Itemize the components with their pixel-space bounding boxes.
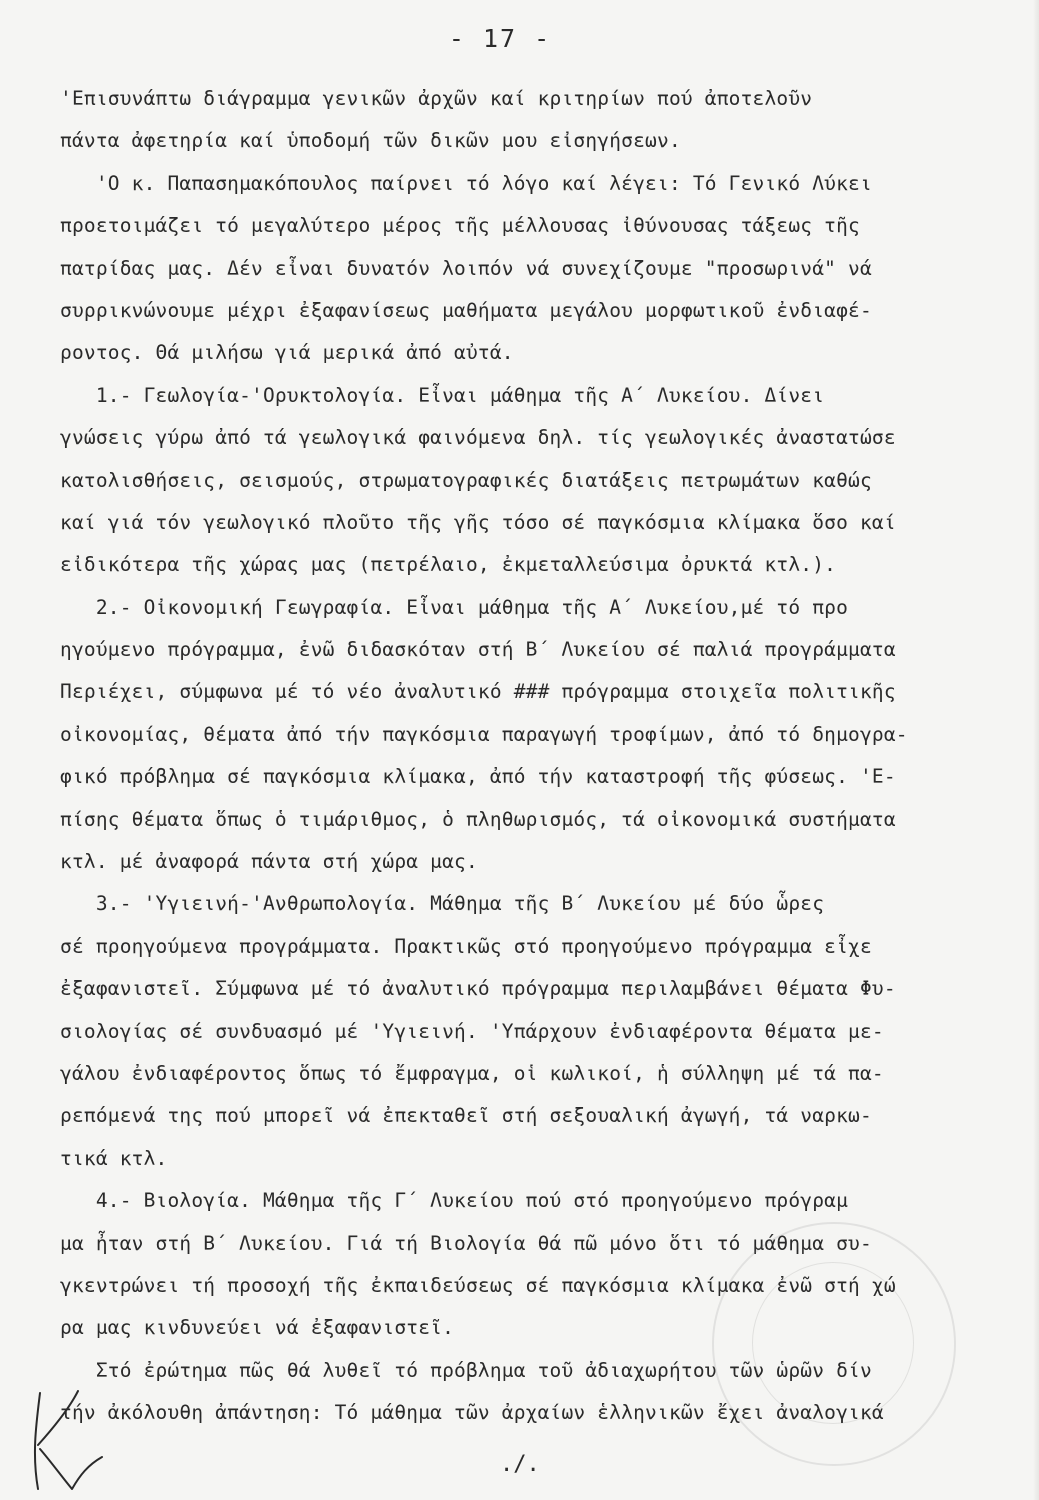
- text-line: 4.- Βιολογία. Μάθημα τῆς Γ΄ Λυκείου πού στό προηγούμενο πρόγραμ: [60, 1189, 849, 1213]
- text-line: ἐξαφανιστεῖ. Σύμφωνα μέ τό ἀναλυτικό πρόγραμμα περιλαμβάνει θέματα Φυ-: [60, 977, 896, 1001]
- text-line: γάλου ἐνδιαφέροντος ὅπως τό ἔμφραγμα, οἱ κωλικοί, ἡ σύλληψη μέ τά πα-: [60, 1061, 884, 1085]
- text-line: 1.- Γεωλογία-'Ορυκτολογία. Εἶναι μάθημα τῆς Α΄ Λυκείου. Δίνει: [60, 383, 825, 407]
- text-line: συρρικνώνουμε μέχρι ἐξαφανίσεως μαθήματα μεγάλου μορφωτικοῦ ἐνδιαφέ-: [60, 298, 872, 322]
- page-edge-shadow: [1033, 0, 1039, 1500]
- text-line: πατρίδας μας. Δέν εἶναι δυνατόν λοιπόν νά συνεχίζουμε "προσωρινά" νά: [60, 256, 872, 280]
- text-line: 3.- 'Υγιεινή-'Ανθρωπολογία. Μάθημα τῆς Β΄ Λυκείου μέ δύο ὧρες: [60, 892, 825, 916]
- text-line: 2.- Οἰκονομική Γεωγραφία. Εἶναι μάθημα τῆς Α΄ Λυκείου,μέ τό προ: [60, 595, 849, 619]
- text-line: γνώσεις γύρω ἀπό τά γεωλογικά φαινόμενα δηλ. τίς γεωλογικές ἀναστατώσε: [60, 426, 896, 450]
- text-line: οἰκονομίας, θέματα ἀπό τήν παγκόσμια παραγωγή τροφίμων, ἀπό τό δημογρα-: [60, 722, 908, 746]
- official-stamp: [712, 1222, 956, 1466]
- text-line: τικά κτλ.: [60, 1146, 168, 1170]
- text-line: ροντος. Θά μιλήσω γιά μερικά ἀπό αὐτά.: [60, 341, 514, 365]
- text-line: σέ προηγούμενα προγράμματα. Πρακτικῶς στό προηγούμενο πρόγραμμα εἶχε: [60, 934, 872, 958]
- text-line: φικό πρόβλημα σέ παγκόσμια κλίμακα, ἀπό τήν καταστροφή τῆς φύσεως. 'Ε-: [60, 765, 896, 789]
- text-line: προετοιμάζει τό μεγαλύτερο μέρος τῆς μέλλουσας ἰθύνουσας τάξεως τῆς: [60, 214, 860, 238]
- text-line: εἰδικότερα τῆς χώρας μας (πετρέλαιο, ἐκμεταλλεύσιμα ὀρυκτά κτλ.).: [60, 553, 837, 577]
- text-line: μα ἦταν στή Β΄ Λυκείου. Γιά τή Βιολογία θά πῶ μόνο ὅτι τό μάθημα συ-: [60, 1231, 872, 1255]
- text-line: τήν ἀκόλουθη ἀπάντηση: Τό μάθημα τῶν ἀρχαίων ἑλληνικῶν ἔχει ἀναλογικά: [60, 1401, 884, 1425]
- continuation-mark: ./.: [500, 1452, 540, 1477]
- text-line: Περιέχει, σύμφωνα μέ τό νέο ἀναλυτικό ### πρόγραμμα στοιχεῖα πολιτικῆς: [60, 680, 896, 704]
- handwritten-signature: [18, 1385, 108, 1495]
- text-line: Στό ἐρώτημα πῶς θά λυθεῖ τό πρόβλημα τοῦ ἀδιαχωρήτου τῶν ὡρῶν δίν: [60, 1358, 872, 1382]
- text-line: ηγούμενο πρόγραμμα, ἐνῶ διδασκόταν στή Β΄ Λυκείου σέ παλιά προγράμματα: [60, 638, 896, 662]
- text-line: σιολογίας σέ συνδυασμό μέ 'Υγιεινή. 'Υπάρχουν ἐνδιαφέροντα θέματα με-: [60, 1019, 884, 1043]
- text-line: κτλ. μέ ἀναφορά πάντα στή χώρα μας.: [60, 850, 478, 874]
- page-number: - 17 -: [448, 24, 552, 53]
- text-line: ρεπόμενά της πού μπορεῖ νά ἐπεκταθεῖ στή σεξουαλική ἀγωγή, τά ναρκω-: [60, 1104, 872, 1128]
- text-line: κατολισθήσεις, σεισμούς, στρωματογραφικές διατάξεις πετρωμάτων καθώς: [60, 468, 872, 492]
- text-line: πάντα ἀφετηρία καί ὑποδομή τῶν δικῶν μου εἰσηγήσεων.: [60, 129, 681, 153]
- stamp-inner-ring: [752, 1262, 914, 1424]
- text-line: πίσης θέματα ὅπως ὁ τιμάριθμος, ὁ πληθωρισμός, τά οἰκονομικά συστήματα: [60, 807, 896, 831]
- text-line: 'Ο κ. Παπασημακόπουλος παίρνει τό λόγο καί λέγει: Τό Γενικό Λύκει: [60, 171, 872, 195]
- text-line: καί γιά τόν γεωλογικό πλοῦτο τῆς γῆς τόσο σέ παγκόσμια κλίμακα ὅσο καί: [60, 510, 896, 534]
- text-line: ρα μας κινδυνεύει νά ἐξαφανιστεῖ.: [60, 1316, 455, 1340]
- text-line: γκεντρώνει τή προσοχή τῆς ἐκπαιδεύσεως σέ παγκόσμια κλίμακα ἐνῶ στή χώ: [60, 1273, 896, 1297]
- text-line: 'Επισυνάπτω διάγραμμα γενικῶν ἀρχῶν καί κριτηρίων πού ἀποτελοῦν: [60, 87, 813, 110]
